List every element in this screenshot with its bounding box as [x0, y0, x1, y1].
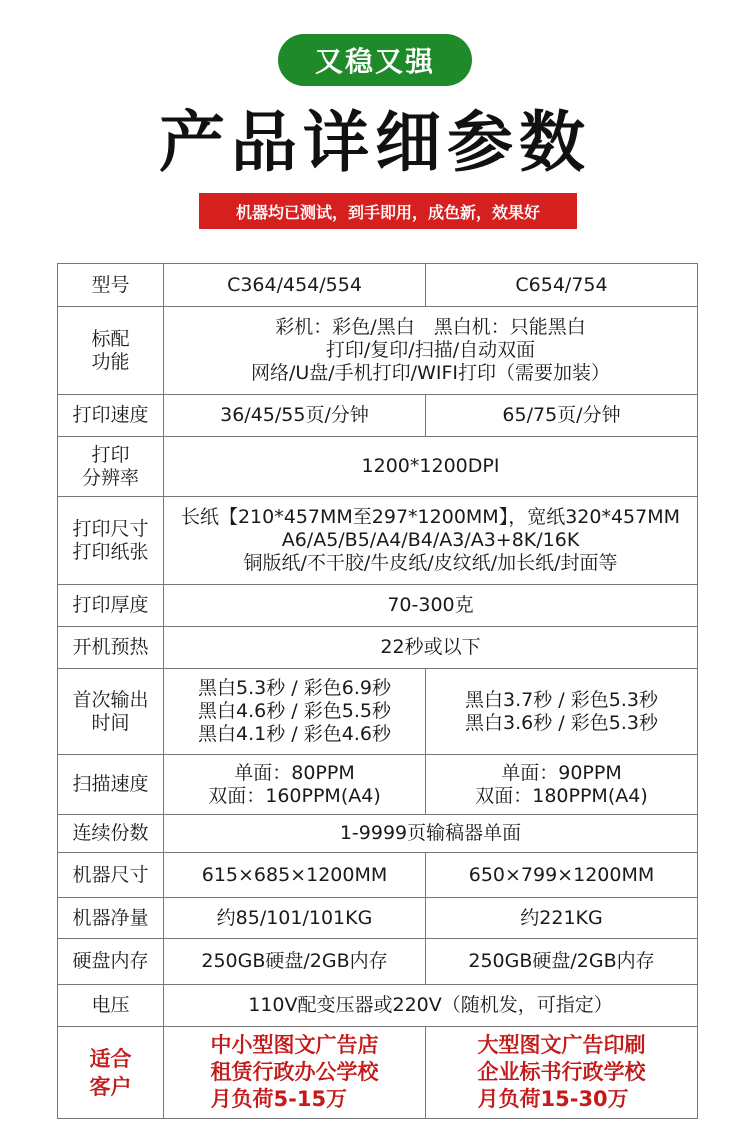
scan-speed-left [164, 755, 426, 815]
page-title: 产品详细参数 [159, 104, 591, 181]
first-output-right [426, 669, 698, 755]
continuous-value: 1-9999页输稿器单面 [164, 815, 698, 853]
promo-banner: 机器均已测试，到手即用，成色新，效果好 [199, 193, 577, 229]
print-speed-right: 65/75页/分钟 [426, 395, 698, 437]
row-print-speed [58, 395, 698, 437]
label-line: 标配 [91, 327, 130, 350]
row-storage [58, 939, 698, 985]
label-voltage: 电压 [58, 985, 164, 1027]
label-line: 打印 [91, 443, 130, 466]
spec-table [57, 263, 698, 1119]
row-warmup [58, 627, 698, 669]
storage-left: 250GB硬盘/2GB内存 [164, 939, 426, 985]
model-left: C364/454/554 [164, 264, 426, 307]
value-line: 单面：90PPM [501, 761, 622, 784]
label-line: 首次输出 [72, 688, 149, 711]
label-line: 分辨率 [81, 466, 139, 489]
row-continuous [58, 815, 698, 853]
print-speed-left: 36/45/55页/分钟 [164, 395, 426, 437]
weight-right: 约221KG [426, 898, 698, 939]
row-thickness [58, 585, 698, 627]
row-size [58, 853, 698, 898]
first-output-left [164, 669, 426, 755]
value-line: 长纸【210*457MM至297*1200MM】，宽纸320*457MM [180, 506, 681, 528]
value-line: 网络/U盘/手机打印/WIFI打印（需要加装） [250, 362, 611, 384]
label-paper [58, 497, 164, 585]
standard-value [164, 307, 698, 395]
label-resolution [58, 437, 164, 497]
value-line: 黑白4.1秒 / 彩色4.6秒 [198, 723, 391, 745]
label-model: 型号 [58, 264, 164, 307]
value-line: 彩机：彩色/黑白 黑白机：只能黑白 [275, 316, 586, 338]
slogan-badge: 又稳又强 [278, 34, 472, 86]
voltage-value: 110V配变压器或220V（随机发，可指定） [164, 985, 698, 1027]
value-line: 双面：180PPM(A4) [475, 784, 648, 807]
label-line: 时间 [91, 711, 130, 734]
label-first-output [58, 669, 164, 755]
storage-right: 250GB硬盘/2GB内存 [426, 939, 698, 985]
value-line: 大型图文广告印刷 [477, 1033, 646, 1057]
weight-left: 约85/101/101KG [164, 898, 426, 939]
label-continuous: 连续份数 [58, 815, 164, 853]
label-storage: 硬盘内存 [58, 939, 164, 985]
value-line: 黑白3.6秒 / 彩色5.3秒 [465, 711, 658, 734]
row-scan-speed [58, 755, 698, 815]
customer-right [426, 1027, 698, 1119]
row-paper [58, 497, 698, 585]
customer-left [164, 1027, 426, 1119]
label-size: 机器尺寸 [58, 853, 164, 898]
label-customer [58, 1027, 164, 1119]
label-thickness: 打印厚度 [58, 585, 164, 627]
value-line: 租赁行政办公学校 [210, 1060, 379, 1084]
label-weight: 机器净量 [58, 898, 164, 939]
resolution-value: 1200*1200DPI [164, 437, 698, 497]
value-line: 黑白4.6秒 / 彩色5.5秒 [198, 700, 391, 722]
label-line: 客户 [89, 1074, 132, 1099]
value-line: A6/A5/B5/A4/B4/A3/A3+8K/16K [281, 529, 580, 551]
row-voltage [58, 985, 698, 1027]
paper-value [164, 497, 698, 585]
value-line: 黑白3.7秒 / 彩色5.3秒 [465, 688, 658, 711]
scan-speed-right [426, 755, 698, 815]
value-line: 单面：80PPM [234, 761, 355, 784]
warmup-value: 22秒或以下 [164, 627, 698, 669]
value-line: 黑白5.3秒 / 彩色6.9秒 [198, 677, 391, 699]
value-line: 铜版纸/不干胶/牛皮纸/皮纹纸/加长纸/封面等 [243, 552, 618, 574]
row-weight [58, 898, 698, 939]
label-scan-speed: 扫描速度 [58, 755, 164, 815]
row-customer [58, 1027, 698, 1119]
row-first-output [58, 669, 698, 755]
label-line: 打印尺寸 [72, 517, 149, 540]
label-print-speed: 打印速度 [58, 395, 164, 437]
value-line: 中小型图文广告店 [210, 1033, 379, 1057]
row-standard [58, 307, 698, 395]
label-line: 打印纸张 [72, 540, 149, 563]
label-standard [58, 307, 164, 395]
value-line: 月负荷5-15万 [210, 1087, 348, 1111]
value-line: 双面：160PPM(A4) [208, 784, 381, 807]
label-warmup: 开机预热 [58, 627, 164, 669]
row-model [58, 264, 698, 307]
label-line: 功能 [91, 350, 130, 373]
thickness-value: 70-300克 [164, 585, 698, 627]
model-right: C654/754 [426, 264, 698, 307]
value-line: 企业标书行政学校 [477, 1060, 646, 1084]
size-right: 650×799×1200MM [426, 853, 698, 898]
size-left: 615×685×1200MM [164, 853, 426, 898]
value-line: 打印/复印/扫描/自动双面 [325, 339, 536, 361]
row-resolution [58, 437, 698, 497]
value-line: 月负荷15-30万 [477, 1087, 629, 1111]
label-line: 适合 [89, 1046, 132, 1071]
